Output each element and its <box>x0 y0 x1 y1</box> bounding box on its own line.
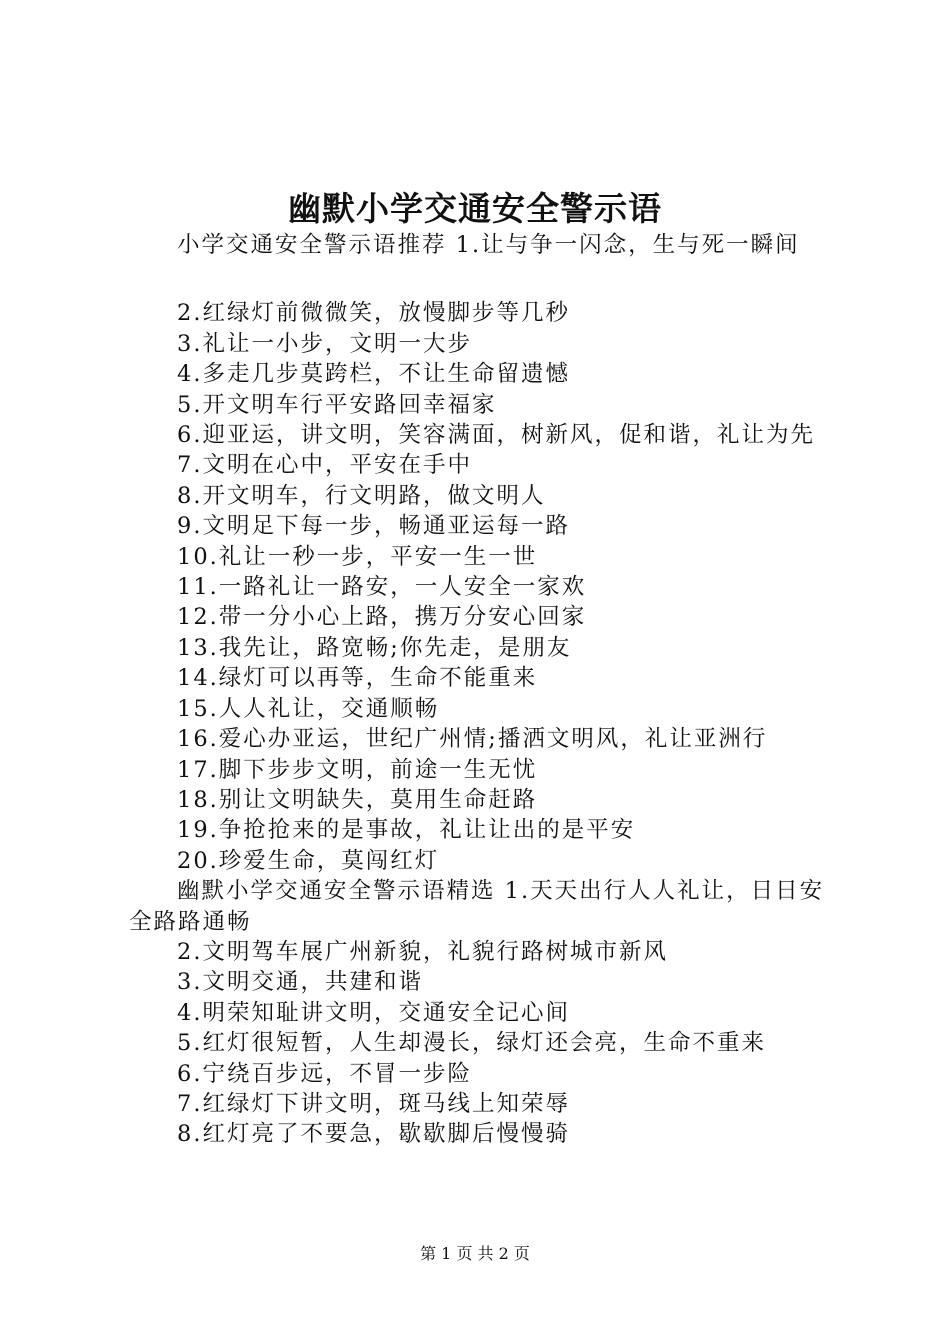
list-item: 6.迎亚运，讲文明，笑容满面，树新风，促和谐，礼让为先 <box>177 422 815 449</box>
list-item: 8.开文明车，行文明路，做文明人 <box>177 482 546 509</box>
list-item: 6.宁绕百步远，不冒一步险 <box>177 1060 472 1087</box>
list-item: 16.爱心办亚运，世纪广州情;播洒文明风，礼让亚洲行 <box>177 726 768 753</box>
list-item: 14.绿灯可以再等，生命不能重来 <box>177 665 538 692</box>
list-item: 2.文明驾车展广州新貌，礼貌行路树城市新风 <box>177 938 668 965</box>
list-item: 10.礼让一秒一步，平安一生一世 <box>177 543 538 570</box>
list-item: 7.红绿灯下讲文明，斑马线上知荣辱 <box>177 1090 570 1117</box>
list-item: 5.开文明车行平安路回幸福家 <box>177 391 497 418</box>
list-item: 3.礼让一小步，文明一大步 <box>177 330 472 357</box>
list-item: 19.争抢抢来的是事故，礼让让出的是平安 <box>177 817 636 844</box>
list-item: 18.别让文明缺失，莫用生命赶路 <box>177 786 538 813</box>
list-item: 13.我先让，路宽畅;你先走，是朋友 <box>177 634 572 661</box>
section1-intro: 小学交通安全警示语推荐 1.让与争一闪念，生与死一瞬间 <box>177 232 800 258</box>
page-footer: 第 1 页 共 2 页 <box>420 1244 530 1263</box>
list-item: 17.脚下步步文明，前途一生无忧 <box>177 756 538 783</box>
list-item: 12.带一分小心上路，携万分安心回家 <box>177 604 587 631</box>
list-item: 15.人人礼让，交通顺畅 <box>177 695 440 722</box>
list-item: 7.文明在心中，平安在手中 <box>177 452 472 479</box>
document-title: 幽默小学交通安全警示语 <box>288 189 662 228</box>
list-item: 4.明荣知耻讲文明，交通安全记心间 <box>177 999 570 1026</box>
list-item: 20.珍爱生命，莫闯红灯 <box>177 847 440 874</box>
list-item: 11.一路礼让一路安，一人安全一家欢 <box>177 574 587 601</box>
list-item: 4.多走几步莫跨栏，不让生命留遗憾 <box>177 361 570 388</box>
list-item: 2.红绿灯前微微笑，放慢脚步等几秒 <box>177 300 570 327</box>
list-item: 8.红灯亮了不要急，歇歇脚后慢慢骑 <box>177 1121 570 1148</box>
list-item: 5.红灯很短暂，人生却漫长，绿灯还会亮，生命不重来 <box>177 1030 766 1057</box>
list-item: 3.文明交通，共建和谐 <box>177 969 423 996</box>
section2-intro: 幽默小学交通安全警示语精选 1.天天出行人人礼让，日日安全路路通畅 <box>129 878 825 935</box>
list-item: 9.文明足下每一步，畅通亚运每一路 <box>177 513 570 540</box>
paragraph-gap <box>129 260 834 298</box>
document-body <box>129 230 834 1150</box>
